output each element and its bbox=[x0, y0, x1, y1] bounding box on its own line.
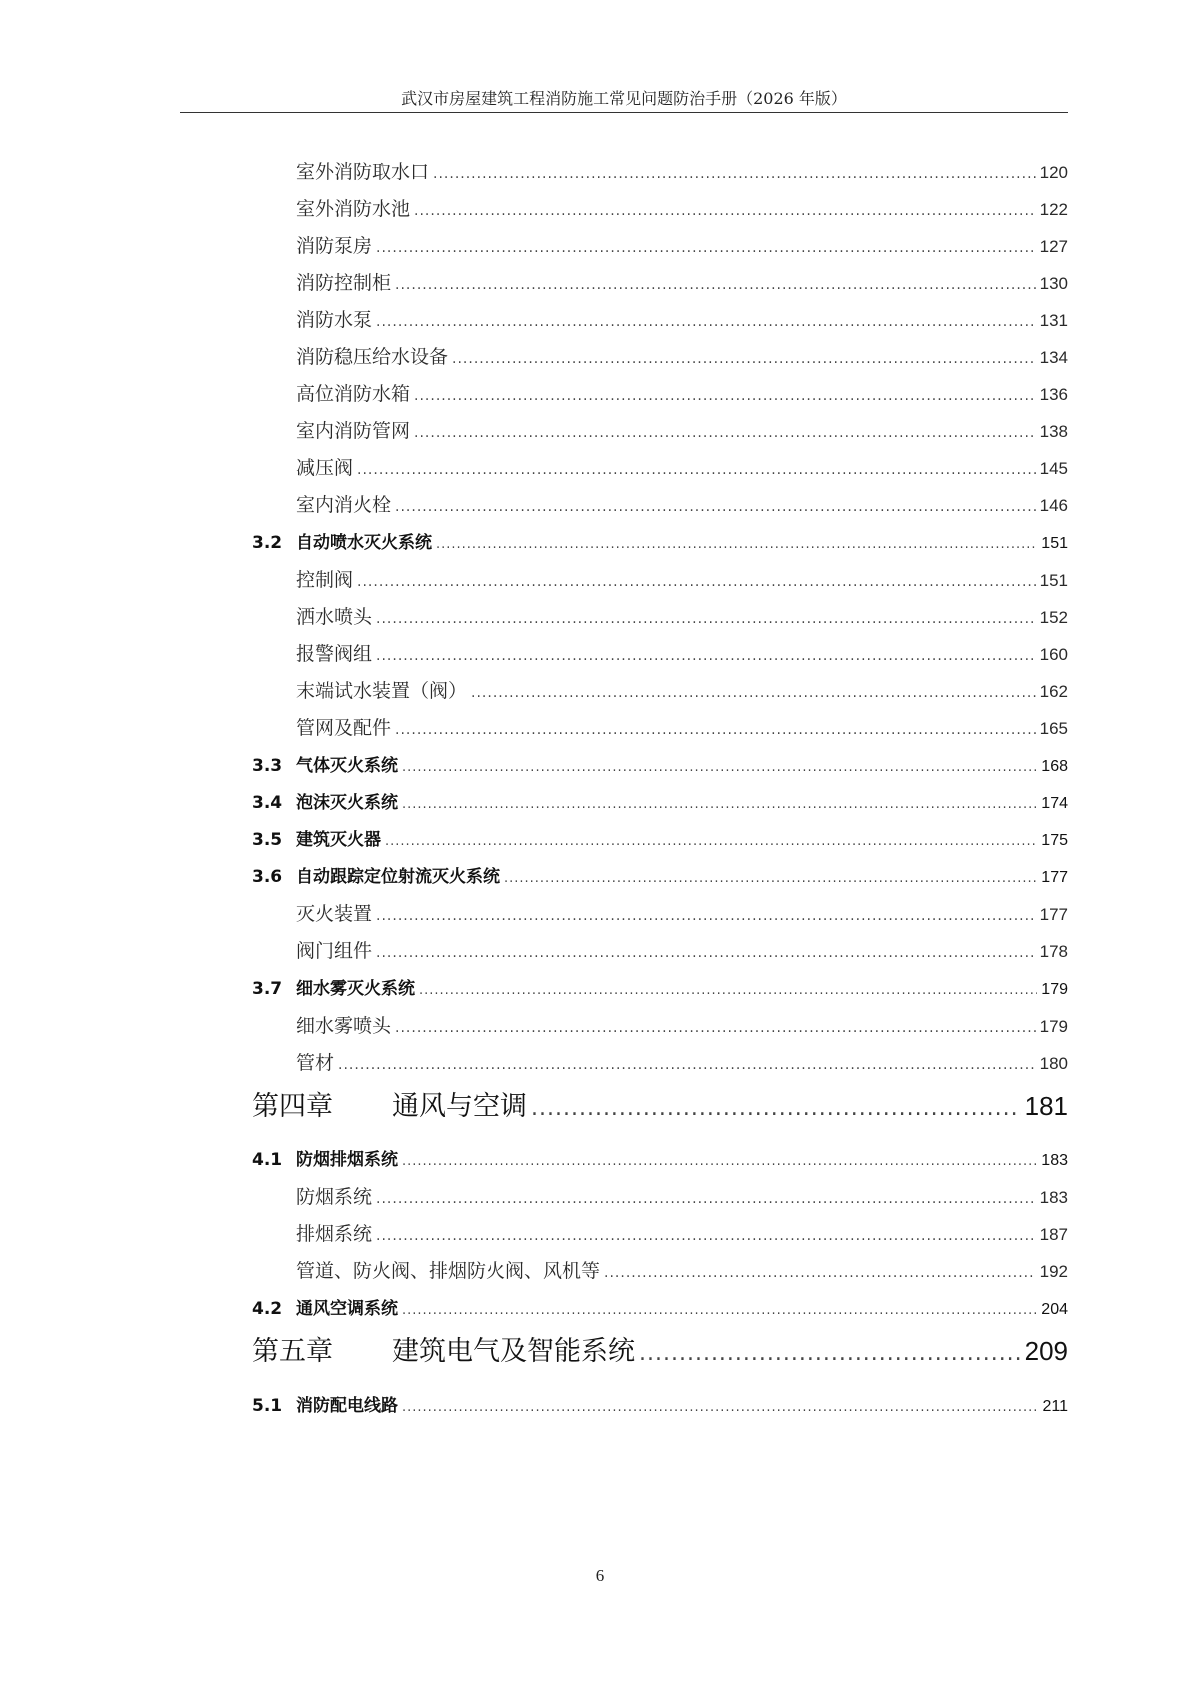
toc-item[interactable] bbox=[296, 305, 1068, 332]
toc-item[interactable] bbox=[296, 490, 1068, 517]
toc-item[interactable] bbox=[296, 379, 1068, 406]
toc-item[interactable] bbox=[296, 231, 1068, 258]
toc-section[interactable] bbox=[252, 1145, 1068, 1170]
page-number: 6 bbox=[595, 1566, 605, 1585]
dot-leader bbox=[402, 797, 1037, 812]
toc-entry-title: 室外消防取水口 bbox=[296, 161, 430, 183]
toc-entry-page: 122 bbox=[1039, 200, 1068, 219]
toc-entry-title: 消防配电线路 bbox=[296, 1396, 398, 1416]
dot-leader bbox=[376, 648, 1036, 664]
dot-leader bbox=[357, 574, 1036, 590]
dot-leader bbox=[419, 983, 1037, 998]
toc-entry-title: 洒水喷头 bbox=[296, 606, 373, 628]
toc-item[interactable] bbox=[296, 565, 1068, 592]
toc-entry-title: 报警阀组 bbox=[296, 643, 373, 665]
toc-entry-title: 自动喷水灭火系统 bbox=[296, 533, 432, 553]
toc-entry-page: 175 bbox=[1041, 832, 1068, 849]
toc-entry-page: 151 bbox=[1039, 571, 1068, 590]
toc-entry-title: 自动跟踪定位射流灭火系统 bbox=[296, 867, 500, 887]
toc-entry-title: 高位消防水箱 bbox=[296, 383, 411, 405]
dot-leader bbox=[414, 388, 1036, 404]
toc-item[interactable] bbox=[296, 157, 1068, 184]
toc-entry-number: 5.1 bbox=[252, 1396, 283, 1416]
toc-entry-page: 131 bbox=[1039, 311, 1068, 330]
toc-entry-title: 室外消防水池 bbox=[296, 198, 411, 220]
toc-entry-title: 防烟排烟系统 bbox=[296, 1150, 398, 1170]
toc-entry-title: 泡沫灭火系统 bbox=[296, 793, 398, 813]
toc-section[interactable] bbox=[252, 788, 1068, 813]
toc-entry-page: 181 bbox=[1024, 1091, 1068, 1121]
toc-entry-page: 168 bbox=[1041, 758, 1068, 775]
toc-item[interactable] bbox=[296, 1219, 1068, 1246]
toc-entry-title: 细水雾喷头 bbox=[296, 1015, 392, 1037]
dot-leader bbox=[402, 1400, 1038, 1415]
dot-leader bbox=[357, 462, 1036, 478]
running-header: 武汉市房屋建筑工程消防施工常见问题防治手册（2026 年版） bbox=[401, 89, 847, 108]
toc-entry-title: 阀门组件 bbox=[296, 940, 373, 962]
toc-entry-number: 第五章 bbox=[252, 1336, 333, 1367]
toc-entry-title: 控制阀 bbox=[296, 569, 354, 591]
toc-entry-title: 防烟系统 bbox=[296, 1186, 373, 1208]
toc-entry-number: 3.2 bbox=[252, 533, 283, 553]
toc-entry-page: 192 bbox=[1039, 1262, 1068, 1281]
dot-leader bbox=[395, 1020, 1036, 1036]
dot-leader bbox=[376, 611, 1036, 627]
toc-entry-page: 183 bbox=[1041, 1152, 1068, 1169]
toc-item[interactable] bbox=[296, 416, 1068, 443]
dot-leader bbox=[402, 1154, 1037, 1169]
toc-entry-page: 165 bbox=[1039, 719, 1068, 738]
toc-entry-page: 177 bbox=[1039, 905, 1068, 924]
toc-entry-page: 162 bbox=[1039, 682, 1068, 701]
dot-leader bbox=[395, 499, 1036, 515]
toc-item[interactable] bbox=[296, 1256, 1068, 1283]
toc-item[interactable] bbox=[296, 1011, 1068, 1038]
toc-entry-page: 152 bbox=[1039, 608, 1068, 627]
toc-entry-number: 4.2 bbox=[252, 1299, 283, 1319]
dot-leader bbox=[604, 1265, 1036, 1281]
toc-item[interactable] bbox=[296, 602, 1068, 629]
toc-entry-page: 180 bbox=[1039, 1054, 1068, 1073]
toc-entry-page: 187 bbox=[1039, 1225, 1068, 1244]
toc-entry-page: 136 bbox=[1039, 385, 1068, 404]
toc-entry-title: 室内消火栓 bbox=[296, 494, 392, 516]
toc-entry-title: 建筑灭火器 bbox=[296, 830, 381, 850]
toc-chapter[interactable] bbox=[252, 1084, 1068, 1123]
toc-entry-title: 消防水泵 bbox=[296, 309, 373, 331]
toc-entry-number: 第四章 bbox=[252, 1091, 333, 1122]
dot-leader bbox=[385, 834, 1037, 849]
toc-entry-number: 3.7 bbox=[252, 979, 283, 999]
toc-entry-page: 174 bbox=[1041, 795, 1068, 812]
toc-item[interactable] bbox=[296, 453, 1068, 480]
dot-leader bbox=[376, 908, 1036, 924]
toc-entry-number: 4.1 bbox=[252, 1150, 283, 1170]
toc-section[interactable] bbox=[252, 974, 1068, 999]
toc-item[interactable] bbox=[296, 1048, 1068, 1075]
dot-leader bbox=[376, 945, 1036, 961]
toc-entry-title: 管道、防火阀、排烟防火阀、风机等 bbox=[296, 1260, 601, 1282]
toc-entry-page: 146 bbox=[1039, 496, 1068, 515]
dot-leader bbox=[433, 166, 1036, 182]
toc-entry-page: 183 bbox=[1039, 1188, 1068, 1207]
toc-entry-title: 消防泵房 bbox=[296, 235, 373, 257]
toc-entry-page: 179 bbox=[1039, 1017, 1068, 1036]
toc-entry-title: 细水雾灭火系统 bbox=[296, 979, 415, 999]
toc-entry-title: 通风空调系统 bbox=[296, 1299, 398, 1319]
toc-entry-number: 3.6 bbox=[252, 867, 283, 887]
dot-leader bbox=[402, 760, 1037, 775]
toc-entry-page: 179 bbox=[1041, 981, 1068, 998]
toc-entry-title: 管网及配件 bbox=[296, 717, 392, 739]
toc-entry-page: 209 bbox=[1024, 1336, 1068, 1366]
toc-item[interactable] bbox=[296, 936, 1068, 963]
toc-entry-page: 151 bbox=[1041, 535, 1068, 552]
dot-leader bbox=[414, 425, 1036, 441]
dot-leader bbox=[504, 871, 1037, 886]
toc-entry-title: 消防控制柜 bbox=[296, 272, 392, 294]
dot-leader bbox=[471, 685, 1036, 701]
toc-entry-page: 138 bbox=[1039, 422, 1068, 441]
toc-section[interactable] bbox=[252, 1294, 1068, 1319]
toc-item[interactable] bbox=[296, 639, 1068, 666]
toc-entry-title: 减压阀 bbox=[296, 457, 354, 479]
toc-section[interactable] bbox=[252, 528, 1068, 553]
dot-leader bbox=[376, 1191, 1036, 1207]
toc-item[interactable] bbox=[296, 899, 1068, 926]
toc-entry-page: 204 bbox=[1041, 1301, 1068, 1318]
dot-leader bbox=[376, 240, 1036, 256]
dot-leader bbox=[414, 203, 1036, 219]
toc-entry-title: 通风与空调 bbox=[392, 1091, 527, 1122]
toc-entry-number: 3.4 bbox=[252, 793, 283, 813]
toc-entry-page: 211 bbox=[1042, 1398, 1068, 1415]
toc-entry-title: 排烟系统 bbox=[296, 1223, 373, 1245]
dot-leader bbox=[531, 1096, 1021, 1121]
toc-entry-title: 气体灭火系统 bbox=[296, 756, 398, 776]
toc-section[interactable] bbox=[252, 862, 1068, 887]
toc-entry-page: 134 bbox=[1039, 348, 1068, 367]
toc-entry-title: 消防稳压给水设备 bbox=[296, 346, 449, 368]
dot-leader bbox=[376, 1228, 1036, 1244]
dot-leader bbox=[395, 722, 1036, 738]
dot-leader bbox=[402, 1303, 1037, 1318]
toc-section[interactable] bbox=[252, 751, 1068, 776]
toc-entry-title: 建筑电气及智能系统 bbox=[392, 1336, 635, 1367]
toc-entry-page: 177 bbox=[1041, 869, 1068, 886]
toc-item[interactable] bbox=[296, 268, 1068, 295]
toc-entry-page: 178 bbox=[1039, 942, 1068, 961]
toc-entry-page: 160 bbox=[1039, 645, 1068, 664]
toc-entry-title: 室内消防管网 bbox=[296, 420, 411, 442]
toc-item[interactable] bbox=[296, 713, 1068, 740]
toc-section[interactable] bbox=[252, 825, 1068, 850]
toc-entry-page: 120 bbox=[1039, 163, 1068, 182]
toc-entry-page: 145 bbox=[1039, 459, 1068, 478]
toc-entry-number: 3.5 bbox=[252, 830, 283, 850]
toc-entry-title: 管材 bbox=[296, 1052, 335, 1074]
toc-item[interactable] bbox=[296, 342, 1068, 369]
toc-item[interactable] bbox=[296, 194, 1068, 221]
dot-leader bbox=[395, 277, 1036, 293]
toc-chapter[interactable] bbox=[252, 1329, 1068, 1368]
toc-entry-page: 130 bbox=[1039, 274, 1068, 293]
toc-entry-title: 灭火装置 bbox=[296, 903, 373, 925]
toc-item[interactable] bbox=[296, 676, 1068, 703]
dot-leader bbox=[452, 351, 1036, 367]
header-rule bbox=[180, 112, 1068, 113]
dot-leader bbox=[376, 314, 1036, 330]
toc-entry-number: 3.3 bbox=[252, 756, 283, 776]
dot-leader bbox=[639, 1341, 1021, 1366]
toc-entry-title: 末端试水装置（阀） bbox=[296, 680, 468, 702]
dot-leader bbox=[436, 537, 1037, 552]
toc-section[interactable] bbox=[252, 1391, 1068, 1416]
toc-entry-page: 127 bbox=[1039, 237, 1068, 256]
dot-leader bbox=[338, 1057, 1036, 1073]
toc-item[interactable] bbox=[296, 1182, 1068, 1209]
